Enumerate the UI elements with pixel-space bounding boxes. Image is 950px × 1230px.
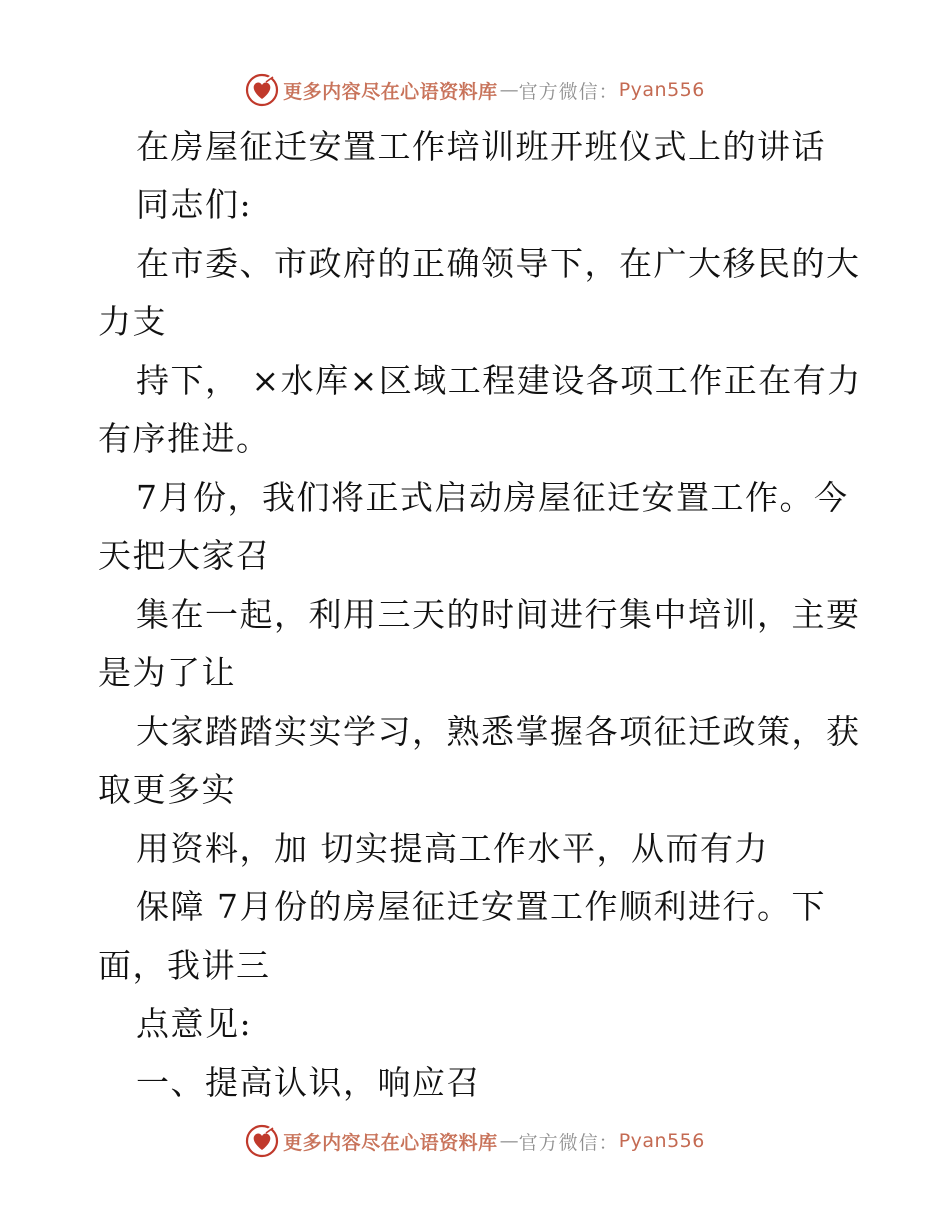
- text-line: 天把大家召: [98, 536, 271, 575]
- salutation: 同志们:: [136, 185, 253, 224]
- text-line: 用资料，加 切实提高工作水平，从而有力: [136, 829, 769, 868]
- watermark-wechat-label: 官方微信：: [518, 1131, 619, 1154]
- text-line: 持下， ×水库×区域工程建设各项工作正在有力: [136, 361, 862, 400]
- text-line: 在市委、市政府的正确领导下，在广大移民的大: [136, 244, 861, 283]
- heart-pen-logo-icon: [245, 1124, 279, 1158]
- text-line: 面，我讲三: [98, 946, 271, 985]
- text-line: 保障 7月份的房屋征迁安置工作顺利进行。下: [136, 887, 826, 926]
- document-title: 在房屋征迁安置工作培训班开班仪式上的讲话: [136, 127, 826, 166]
- text-line: 力支: [98, 302, 167, 341]
- watermark-wechat-id: Pyan556: [618, 79, 705, 101]
- watermark-main-text: 更多内容尽在心语资料库: [283, 80, 498, 103]
- text-line: 有序推进。: [98, 419, 271, 458]
- text-line: 取更多实: [98, 770, 236, 809]
- watermark-dash: —: [499, 79, 517, 101]
- text-line: 7月份，我们将正式启动房屋征迁安置工作。今: [136, 478, 849, 517]
- watermark-main-text: 更多内容尽在心语资料库: [283, 1131, 498, 1154]
- footer-watermark: [0, 1121, 950, 1161]
- text-line: 是为了让: [98, 653, 236, 692]
- watermark-dash: —: [499, 1130, 517, 1152]
- text-line: 大家踏踏实实学习，熟悉掌握各项征迁政策，获: [136, 712, 861, 751]
- section-heading: 一、提高认识，响应召: [136, 1063, 481, 1102]
- text-line: 集在一起，利用三天的时间进行集中培训，主要: [136, 595, 861, 634]
- watermark-wechat-id: Pyan556: [618, 1130, 705, 1152]
- text-line: 点意见:: [136, 1004, 253, 1043]
- watermark-wechat-label: 官方微信：: [518, 80, 619, 103]
